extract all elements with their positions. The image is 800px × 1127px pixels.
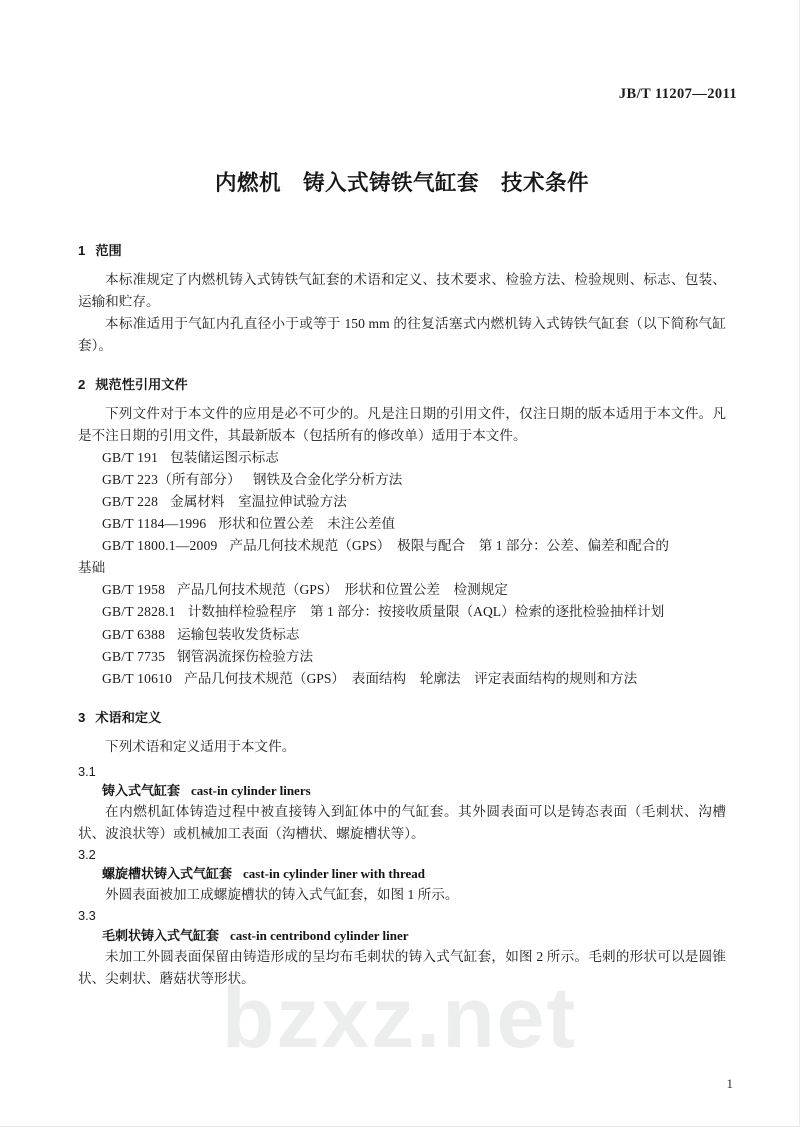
scope-paragraph-2: 本标准适用于气缸内孔直径小于或等于 150 mm 的往复活塞式内燃机铸入式铸铁气缸套（以下简称气缸套）。: [78, 316, 726, 354]
page-number: 1: [726, 1076, 733, 1091]
term-number-3-3: 3.3: [78, 908, 96, 924]
reference-title: 产品几何技术规范（GPS） 表面结构 轮廓法 评定表面结构的规则和方法: [184, 670, 638, 686]
reference-item: [102, 535, 726, 557]
term-definition-3-2: 外圆表面被加工成螺旋槽状的铸入式气缸套，如图 1 所示。: [105, 887, 459, 903]
normative-references-intro: 下列文件对于本文件的应用是必不可少的。凡是注日期的引用文件，仅注日期的版本适用于本文件。凡是不注日期的引用文件，其最新版本（包括所有的修改单）适用于本文件。: [78, 406, 726, 444]
scope-paragraph-1: 本标准规定了内燃机铸入式铸铁气缸套的术语和定义、技术要求、检验方法、检验规则、标志、包装、运输和贮存。: [78, 272, 726, 310]
reference-item: [102, 624, 726, 646]
reference-code: GB/T 2828.1: [102, 604, 176, 620]
running-head-standard-number: JB/T 11207—2011: [618, 86, 737, 102]
reference-code: GB/T 1958: [102, 582, 166, 598]
term-en: cast-in cylinder liners: [191, 782, 311, 798]
term-definition-3-1: 在内燃机缸体铸造过程中被直接铸入到缸体中的气缸套。其外圆表面可以是铸态表面（毛刺状、沟槽状、波浪状等）或机械加工表面（沟槽状、螺旋槽状等）。: [78, 804, 726, 842]
reference-item: [102, 646, 726, 668]
clause-number-2: 2: [78, 377, 86, 393]
term-number-3-2: 3.2: [78, 847, 96, 863]
reference-item: [102, 469, 726, 491]
reference-title: 计数抽样检验程序 第 1 部分：按接收质量限（AQL）检索的逐批检验抽样计划: [187, 604, 665, 620]
reference-continuation: 基础: [78, 560, 106, 576]
reference-title: 产品几何技术规范（GPS） 极限与配合 第 1 部分：公差、偏差和配合的: [229, 538, 670, 554]
reference-code: GB/T 191: [102, 450, 159, 466]
clause-title-2: 规范性引用文件: [95, 377, 188, 393]
term-cn: 螺旋槽状铸入式气缸套: [102, 866, 233, 882]
clause-title-3: 术语和定义: [95, 709, 162, 725]
reference-item: [102, 491, 726, 513]
terms-intro: 下列术语和定义适用于本文件。: [105, 738, 296, 754]
clause-heading-terms-and-definitions: [78, 708, 726, 727]
clause-title-1: 范围: [95, 243, 122, 258]
page-title: 内燃机 铸入式铸铁气缸套 技术条件: [214, 171, 589, 195]
reference-title: 形状和位置公差 未注公差值: [218, 516, 396, 532]
reference-item: [102, 513, 726, 535]
reference-item: [102, 447, 726, 469]
reference-code: GB/T 6388: [102, 626, 166, 642]
term-cn: 铸入式气缸套: [102, 782, 181, 798]
term-entry-3-3: [102, 926, 726, 946]
term-en: cast-in cylinder liner with thread: [243, 866, 426, 882]
document-content: [78, 160, 726, 990]
reference-title: 钢铁及合金化学分析方法: [252, 472, 403, 488]
reference-item: [102, 601, 726, 623]
reference-code: GB/T 228: [102, 494, 159, 510]
clause-heading-scope: [78, 241, 726, 260]
watermark: bzxz.net: [221, 970, 578, 1066]
term-number-3-1: 3.1: [78, 763, 96, 779]
reference-code: GB/T 7735: [102, 648, 166, 664]
term-en: cast-in centribond cylinder liner: [230, 927, 409, 943]
clause-number-3: 3: [78, 709, 86, 725]
clause-number-1: 1: [78, 243, 86, 258]
term-entry-3-1: [102, 781, 726, 801]
reference-code: GB/T 1184—1996: [102, 516, 207, 532]
term-cn: 毛刺状铸入式气缸套: [102, 927, 220, 943]
reference-code: GB/T 1800.1—2009: [102, 538, 218, 554]
reference-code: GB/T 10610: [102, 670, 173, 686]
reference-item: [102, 668, 726, 690]
term-entry-3-2: [102, 864, 726, 884]
term-definition-3-3: 未加工外圆表面保留由铸造形成的呈均布毛刺状的铸入式气缸套，如图 2 所示。毛刺的形状可以是圆锥状、尖刺状、蘑菇状等形状。: [78, 948, 726, 986]
reference-title: 包装储运图示标志: [170, 450, 279, 466]
reference-title: 运输包装收发货标志: [177, 626, 300, 642]
clause-heading-normative-references: [78, 375, 726, 394]
reference-title: 产品几何技术规范（GPS） 形状和位置公差 检测规定: [177, 582, 508, 598]
reference-code: GB/T 223（所有部分）: [102, 472, 241, 488]
reference-title: 金属材料 室温拉伸试验方法: [170, 494, 347, 510]
reference-item: [102, 579, 726, 601]
reference-title: 钢管涡流探伤检验方法: [177, 648, 314, 664]
